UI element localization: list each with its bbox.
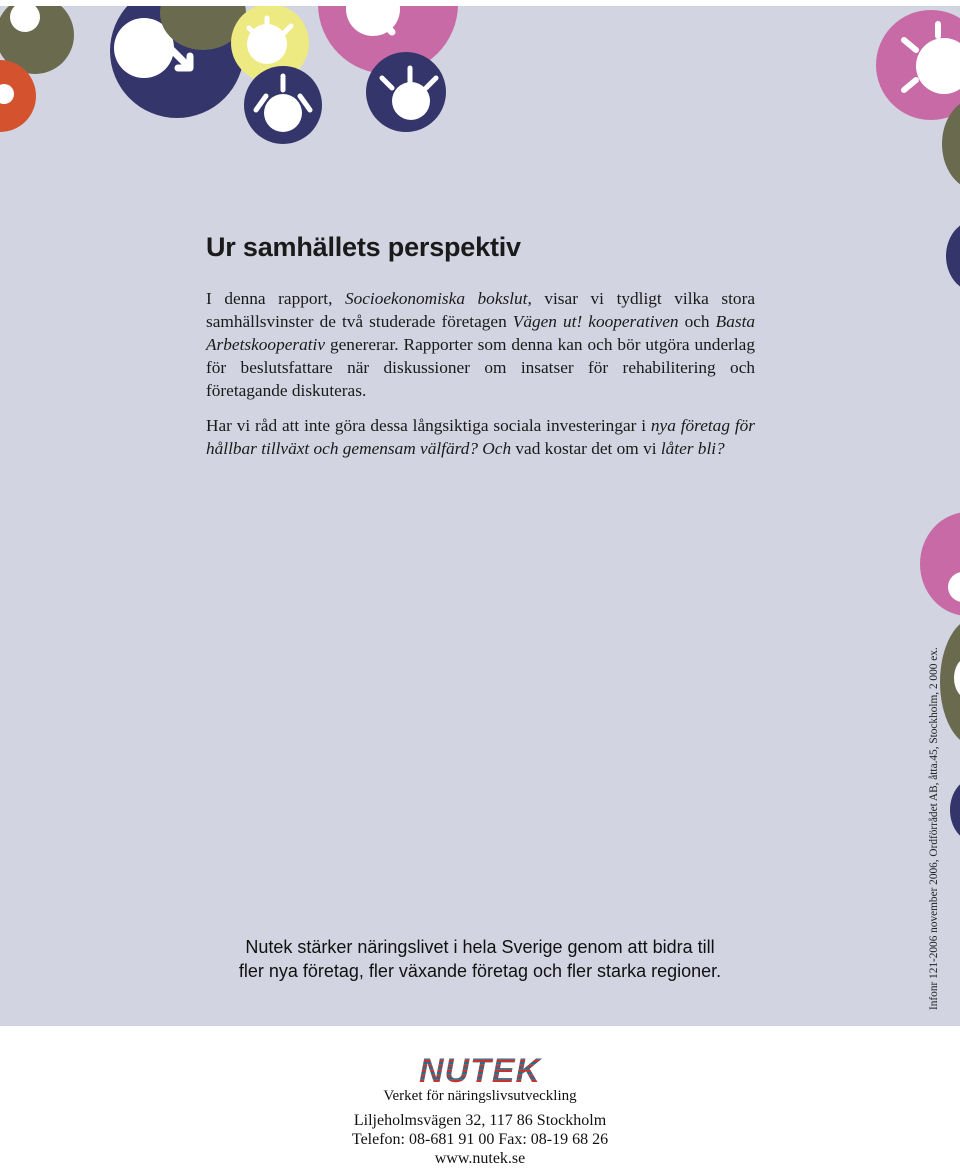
decor-bubble-pink-lower (920, 512, 960, 616)
slogan-line-1: Nutek stärker näringslivet i hela Sverige genom att bidra till (245, 937, 715, 957)
text-run: I denna rapport, (206, 289, 345, 308)
nutek-logo-text: NUTEK (419, 1052, 542, 1086)
street-address: Liljeholmsvägen 32, 117 86 Stockholm (353, 1112, 607, 1129)
slogan-line-2: fler nya företag, fler växande företag och fler starka regioner. (238, 961, 722, 981)
agency-name: Verket för näringslivsutveckling (383, 1088, 577, 1104)
text-run: genererar. Rapporter som denna kan och bör utgöra underlag för beslutsfattare när diskussioner om insatser för rehabilitering och företagande diskuteras. (206, 335, 755, 400)
text-run: och (678, 312, 716, 331)
arrows-person-icon (366, 52, 446, 132)
decor-bubble-olive-lower (940, 618, 960, 746)
italic-run: Socioekonomiska bokslut (344, 289, 528, 308)
arrows-person-icon (876, 10, 960, 120)
nutek-logo (417, 1052, 551, 1086)
text-run: vad kostar det om vi (511, 439, 661, 458)
slogan (180, 935, 780, 983)
decor-bubble-navy-small (244, 66, 322, 144)
page-title: Ur samhällets perspektiv (206, 232, 521, 262)
cover-panel (0, 6, 960, 1026)
website-link[interactable]: www.nutek.se (434, 1150, 526, 1167)
decor-bubble-navy-right (946, 220, 960, 292)
phone-fax: Telefon: 08-681 91 00 Fax: 08-19 68 26 (351, 1131, 609, 1148)
italic-run: Vägen ut! kooperativen (512, 312, 679, 331)
intro-paragraph (206, 287, 755, 402)
arrows-person-icon (244, 66, 322, 144)
italic-run: Basta Arbetskooperativ (206, 312, 756, 354)
italic-run: låter bli? (660, 439, 725, 458)
decor-bubble-navy-lower (950, 778, 960, 842)
imprint-text: Infonr 121-2006 november 2006, Ordförrådet AB, åtta.45, Stockholm, 2 000 ex. (928, 647, 940, 1010)
text-run: Har vi råd att inte göra dessa långsiktiga sociala investeringar i (206, 416, 651, 435)
question-paragraph (206, 414, 755, 460)
text-run: , visar vi tydligt vilka stora samhällsvinster de två studerade företagen (206, 289, 755, 331)
decor-bubble-navy-mid (366, 52, 446, 132)
italic-run: nya företag för hållbar tillväxt och gemensam välfärd? Och (206, 416, 755, 458)
decor-bubble-pink-right (876, 10, 960, 120)
